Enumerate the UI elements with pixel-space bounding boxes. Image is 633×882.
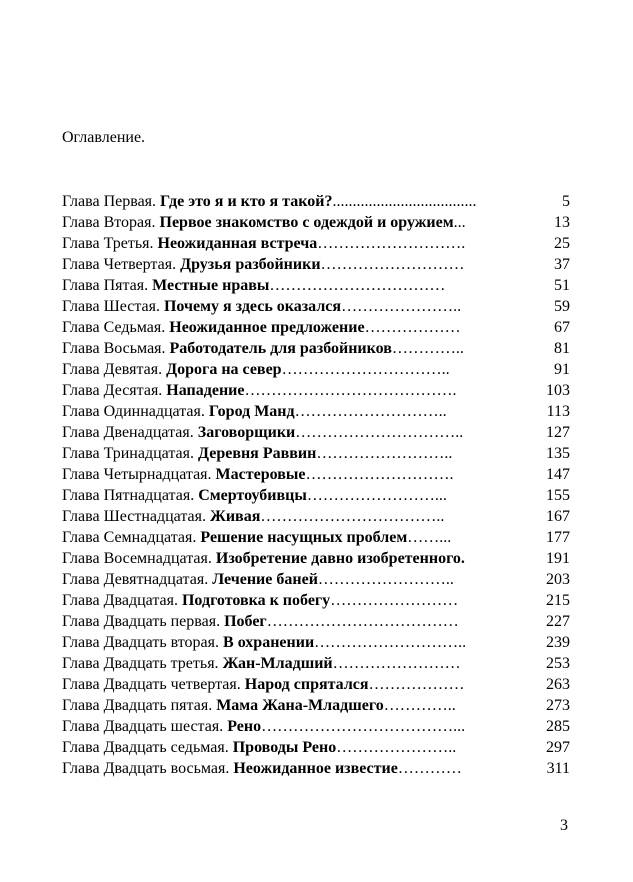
chapter-title: Работодатель для разбойников <box>169 340 392 357</box>
toc-entry[interactable] <box>62 233 570 254</box>
dot-leader: ……………………… <box>320 256 465 273</box>
chapter-page-number: 297 <box>546 739 570 756</box>
toc-entry[interactable] <box>62 296 570 317</box>
toc-entry-text <box>62 506 534 527</box>
dot-leader: …………………… <box>330 592 459 609</box>
chapter-title: Проводы Рено <box>232 739 337 756</box>
toc-entry-text <box>62 191 534 212</box>
toc-entry[interactable] <box>62 191 570 212</box>
toc-entry-text <box>62 758 534 779</box>
toc-entry[interactable] <box>62 443 570 464</box>
chapter-page-number: 113 <box>546 403 570 420</box>
dot-leader: …………………………………. <box>244 382 457 399</box>
toc-entry-text <box>62 317 534 338</box>
chapter-label: Глава Двенадцатая. <box>62 424 198 441</box>
toc-entry-text <box>62 380 534 401</box>
dot-leader: ………………………. <box>305 466 454 483</box>
toc-entry-text <box>62 233 534 254</box>
chapter-page-number: 25 <box>554 235 570 252</box>
chapter-page-number: 103 <box>546 382 570 399</box>
dot-leader: ………… <box>397 760 462 777</box>
dot-leader: ... <box>453 214 466 231</box>
toc-heading: Оглавление. <box>62 129 146 146</box>
chapter-label: Глава Двадцать пятая. <box>62 697 217 714</box>
chapter-label: Глава Двадцать третья. <box>62 655 223 672</box>
chapter-title: Первое знакомство с одеждой и оружием <box>159 214 454 231</box>
chapter-title: Мастеровые <box>215 466 306 483</box>
toc-entry-text <box>62 737 534 758</box>
toc-entry-text <box>62 632 534 653</box>
toc-entry[interactable] <box>62 359 570 380</box>
chapter-page-number: 13 <box>554 214 570 231</box>
toc-entry[interactable] <box>62 380 570 401</box>
toc-entry-text <box>62 548 534 569</box>
chapter-title: Изобретение давно изобретенного. <box>215 550 465 567</box>
dot-leader: ……………… <box>368 676 465 693</box>
dot-leader: ……………………….. <box>294 403 447 420</box>
chapter-title: Живая <box>210 508 261 525</box>
dot-leader: …………………………….. <box>260 508 445 525</box>
chapter-label: Глава Одиннадцатая. <box>62 403 209 420</box>
toc-entry[interactable] <box>62 254 570 275</box>
chapter-label: Глава Седьмая. <box>62 319 170 336</box>
toc-entry[interactable] <box>62 275 570 296</box>
toc-entry[interactable] <box>62 716 570 737</box>
dot-leader: ……... <box>407 529 452 546</box>
toc-entry[interactable] <box>62 485 570 506</box>
toc-entry[interactable] <box>62 611 570 632</box>
chapter-label: Глава Двадцать восьмая. <box>62 760 234 777</box>
toc-entry-text <box>62 338 534 359</box>
toc-entry[interactable] <box>62 737 570 758</box>
chapter-label: Глава Четырнадцатая. <box>62 466 216 483</box>
dot-leader: ………………………….. <box>295 424 464 441</box>
chapter-label: Глава Девятая. <box>62 361 167 378</box>
dot-leader: ……………………………… <box>266 613 459 630</box>
dot-leader: ………….. <box>391 340 464 357</box>
chapter-title: Дорога на север <box>166 361 282 378</box>
chapter-title: Где это я и кто я такой? <box>160 193 333 210</box>
toc-entry[interactable] <box>62 401 570 422</box>
chapter-title: Почему я здесь оказался <box>163 298 342 315</box>
chapter-page-number: 5 <box>562 193 570 210</box>
toc-entry-text <box>62 359 534 380</box>
chapter-label: Глава Четвертая. <box>62 256 181 273</box>
toc-entry-text <box>62 296 534 317</box>
chapter-title: Подготовка к побегу <box>181 592 331 609</box>
chapter-label: Глава Пятнадцатая. <box>62 487 199 504</box>
chapter-label: Глава Шестнадцатая. <box>62 508 211 525</box>
chapter-page-number: 59 <box>554 298 570 315</box>
dot-leader: …………………………… <box>269 277 446 294</box>
chapter-page-number: 67 <box>554 319 570 336</box>
chapter-title: Неожиданное предложение <box>169 319 365 336</box>
table-of-contents <box>62 191 570 779</box>
chapter-label: Глава Девятнадцатая. <box>62 571 213 588</box>
toc-entry-text <box>62 254 534 275</box>
chapter-label: Глава Двадцать первая. <box>62 613 225 630</box>
toc-entry-text <box>62 716 534 737</box>
dot-leader: ………………….. <box>336 739 457 756</box>
chapter-title: Город Манд <box>208 403 295 420</box>
toc-entry[interactable] <box>62 569 570 590</box>
chapter-title: Местные нравы <box>152 277 270 294</box>
toc-entry-text <box>62 674 534 695</box>
toc-entry[interactable] <box>62 422 570 443</box>
toc-entry-text <box>62 422 534 443</box>
toc-entry[interactable] <box>62 632 570 653</box>
dot-leader: ………………………. <box>317 235 466 252</box>
chapter-title: Друзья разбойники <box>180 256 321 273</box>
toc-entry[interactable] <box>62 695 570 716</box>
dot-leader: …………………….. <box>316 445 453 462</box>
chapter-page-number: 37 <box>554 256 570 273</box>
dot-leader: ……………… <box>364 319 461 336</box>
chapter-page-number: 263 <box>546 676 570 693</box>
dot-leader: ………………………………... <box>261 718 466 735</box>
toc-entry[interactable] <box>62 464 570 485</box>
chapter-title: Мама Жана-Младшего <box>216 697 384 714</box>
chapter-page-number: 253 <box>546 655 570 672</box>
dot-leader: ………………….. <box>341 298 462 315</box>
chapter-title: Побег <box>224 613 267 630</box>
toc-entry-text <box>62 275 534 296</box>
chapter-title: Лечение баней <box>212 571 318 588</box>
toc-entry-text <box>62 212 534 233</box>
toc-entry[interactable] <box>62 506 570 527</box>
chapter-label: Глава Первая. <box>62 193 161 210</box>
chapter-title: В охранении <box>223 634 315 651</box>
chapter-label: Глава Восьмая. <box>62 340 170 357</box>
chapter-label: Глава Тринадцатая. <box>62 445 199 462</box>
chapter-page-number: 91 <box>554 361 570 378</box>
dot-leader: ………….. <box>383 697 456 714</box>
chapter-label: Глава Пятая. <box>62 277 153 294</box>
chapter-page-number: 273 <box>546 697 570 714</box>
dot-leader: ………………………….. <box>281 361 450 378</box>
chapter-page-number: 227 <box>546 613 570 630</box>
chapter-title: Неожиданное известие <box>233 760 398 777</box>
chapter-page-number: 167 <box>546 508 570 525</box>
toc-entry-text <box>62 695 534 716</box>
chapter-label: Глава Десятая. <box>62 382 167 399</box>
chapter-title: Заговорщики <box>197 424 296 441</box>
toc-entry-text <box>62 464 534 485</box>
dot-leader: ……………………... <box>306 487 447 504</box>
dot-leader: …………………… <box>332 655 461 672</box>
toc-entry[interactable] <box>62 758 570 779</box>
chapter-page-number: 177 <box>546 529 570 546</box>
chapter-page-number: 203 <box>546 571 570 588</box>
toc-entry[interactable] <box>62 653 570 674</box>
toc-entry-text <box>62 443 534 464</box>
chapter-label: Глава Двадцать шестая. <box>62 718 228 735</box>
chapter-page-number: 81 <box>554 340 570 357</box>
chapter-label: Глава Третья. <box>62 235 158 252</box>
chapter-label: Глава Двадцать четвертая. <box>62 676 245 693</box>
toc-entry[interactable] <box>62 548 570 569</box>
page-number: 3 <box>560 817 568 834</box>
toc-entry-text <box>62 590 534 611</box>
chapter-page-number: 311 <box>546 760 570 777</box>
chapter-title: Неожиданная встреча <box>157 235 318 252</box>
dot-leader: .................................... <box>332 193 477 210</box>
toc-entry[interactable] <box>62 674 570 695</box>
toc-entry-text <box>62 569 534 590</box>
chapter-page-number: 147 <box>546 466 570 483</box>
toc-entry-text <box>62 401 534 422</box>
chapter-page-number: 51 <box>554 277 570 294</box>
chapter-label: Глава Двадцать вторая. <box>62 634 224 651</box>
chapter-page-number: 135 <box>546 445 570 462</box>
chapter-label: Глава Восемнадцатая. <box>62 550 216 567</box>
chapter-title: Жан-Младший <box>222 655 333 672</box>
chapter-title: Народ спрятался <box>244 676 369 693</box>
dot-leader: ……………………….. <box>314 634 467 651</box>
chapter-label: Глава Двадцатая. <box>62 592 182 609</box>
toc-entry[interactable] <box>62 212 570 233</box>
chapter-label: Глава Семнадцатая. <box>62 529 201 546</box>
toc-entry[interactable] <box>62 527 570 548</box>
chapter-page-number: 215 <box>546 592 570 609</box>
chapter-page-number: 285 <box>546 718 570 735</box>
chapter-page-number: 155 <box>546 487 570 504</box>
toc-entry[interactable] <box>62 590 570 611</box>
chapter-title: Нападение <box>166 382 245 399</box>
dot-leader: …………………….. <box>317 571 454 588</box>
chapter-title: Рено <box>227 718 262 735</box>
toc-entry-text <box>62 611 534 632</box>
chapter-label: Глава Двадцать седьмая. <box>62 739 233 756</box>
chapter-title: Деревня Раввин <box>198 445 317 462</box>
chapter-label: Глава Шестая. <box>62 298 164 315</box>
chapter-title: Решение насущных проблем <box>200 529 408 546</box>
toc-entry-text <box>62 653 534 674</box>
chapter-label: Глава Вторая. <box>62 214 160 231</box>
chapter-page-number: 239 <box>546 634 570 651</box>
chapter-title: Смертоубивцы <box>198 487 307 504</box>
chapter-page-number: 127 <box>546 424 570 441</box>
chapter-page-number: 191 <box>546 550 570 567</box>
toc-entry-text <box>62 527 534 548</box>
toc-entry-text <box>62 485 534 506</box>
toc-entry[interactable] <box>62 338 570 359</box>
toc-entry[interactable] <box>62 317 570 338</box>
